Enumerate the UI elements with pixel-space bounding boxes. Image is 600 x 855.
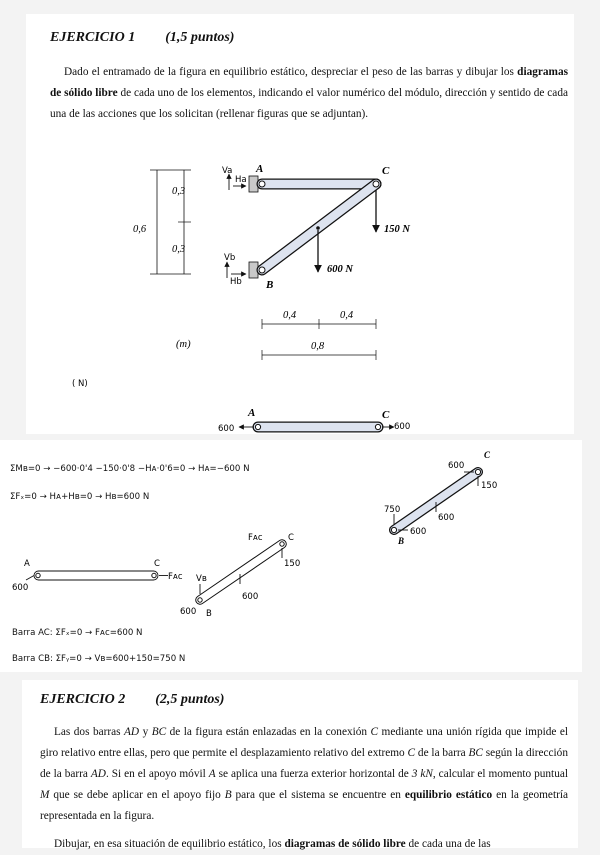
- fbd-bar-cb: [378, 446, 504, 546]
- reaction-hb-label: Hb: [230, 277, 242, 287]
- load-mid-label: 600 N: [327, 264, 353, 275]
- node-a-label: A: [256, 163, 264, 175]
- sketch-ac-node-c: C: [154, 559, 160, 569]
- fbd-cb-mid-force: 600: [438, 513, 455, 523]
- reaction-ha-label: Ha: [235, 175, 247, 185]
- sketch-cb-force: Fᴀᴄ: [248, 533, 263, 543]
- exercise-1-statement: Dado el entramado de la figura en equilibrio estático, despreciar el peso de las barras y dibujar los diagramas de sólido libre de cada uno de los elementos, indicando el valor numérico del módulo, dirección y sentido de cada una de las acciones que los solicitan (rellenar figuras que se adjuntan).: [50, 66, 568, 120]
- pin-c: [373, 181, 379, 187]
- exercise-1-heading: [50, 30, 234, 46]
- calc-moment: ΣMʙ=0 → −600·0'4 −150·0'8 −Hᴀ·0'6=0 → Hᴀ=−600 N: [10, 464, 250, 474]
- exercise-1-title: EJERCICIO 1: [50, 30, 136, 45]
- node-c-label: C: [382, 165, 390, 177]
- sketch-cb-node-c: C: [288, 533, 294, 543]
- sketch-cb-low: 600: [180, 607, 197, 617]
- dim-label-04-right: 0,4: [340, 310, 354, 321]
- midpoint: [316, 226, 320, 230]
- exercise-2-statement: Las dos barras AD y BC de la figura están enlazadas en la conexión C mediante una unión rígida que impide el giro relativo entre ellas, pero que permite el desplazamiento relativo del extremo C de la barra BC según la dirección de la barra AD. Si en el apoyo móvil A se aplica una fuerza exterior horizontal de 3 kN, calcular el momento puntual M que se debe aplicar en el apoyo fijo B para que el sistema se encuentre en equilibrio estático en la geometría representada en la figura.: [40, 726, 569, 822]
- exercise-1-points: (1,5 puntos): [165, 30, 235, 45]
- dim-label-04-left: 0,4: [283, 310, 297, 321]
- fbd-cb-low-force: 600: [410, 527, 427, 537]
- fbd-right-force: 600: [394, 422, 411, 432]
- sketch-bar-cb: [176, 530, 316, 626]
- result-bar-ac: Barra AC: ΣFₓ=0 → Fᴀᴄ=600 N: [12, 628, 143, 638]
- frame-figure: [26, 146, 574, 434]
- dim-label-03-bottom: 0,3: [172, 244, 186, 255]
- exercise-2-points: (2,5 puntos): [155, 692, 225, 707]
- reaction-va-label: Va: [222, 166, 233, 176]
- reaction-vb-label: Vb: [224, 253, 236, 263]
- exercise-2-continuation: Dibujar, en esa situación de equilibrio estático, los diagramas de sólido libre de cada una de las: [54, 838, 491, 850]
- exercise-2-title: EJERCICIO 2: [40, 692, 126, 707]
- sketch-ac-force: Fᴀᴄ: [168, 572, 183, 582]
- fbd-cb-left-force: 750: [384, 505, 401, 515]
- sketch-cb-mid: 600: [242, 592, 259, 602]
- sketch-ac-node-a: A: [24, 559, 30, 569]
- pin-b: [259, 267, 265, 273]
- sketch-ac-left: 600: [12, 583, 29, 593]
- fbd-cb-node: B: [398, 536, 405, 546]
- fbd-pin-c: [375, 424, 380, 429]
- exercise-2-panel: [22, 680, 578, 848]
- sketch-cb-vb: Vʙ: [196, 574, 207, 584]
- fbd-pin-a: [255, 424, 260, 429]
- sketch-bar-ac: [4, 556, 194, 604]
- node-b-label: B: [266, 279, 274, 291]
- sketch-cb-node: B: [206, 609, 212, 619]
- exercise-2-heading: [40, 692, 224, 708]
- fbd-cb-node-c: C: [484, 450, 491, 460]
- fbd-left-force: 600: [218, 424, 235, 434]
- dim-label-06: 0,6: [133, 224, 147, 235]
- result-bar-cb: Barra CB: ΣFᵧ=0 → Vʙ=600+150=750 N: [12, 654, 186, 664]
- fbd-cb-right-force: 150: [481, 481, 498, 491]
- fbd-cb-top-force: 600: [448, 461, 465, 471]
- exercise-1-panel: [26, 14, 574, 434]
- units-m: (m): [176, 339, 191, 350]
- dim-label-08: 0,8: [311, 341, 325, 352]
- fbd-node-c: C: [382, 409, 390, 421]
- sketch-cb-right: 150: [284, 559, 301, 569]
- load-c-label: 150 N: [384, 224, 410, 235]
- calc-horizontal: ΣFₓ=0 → Hᴀ+Hʙ=0 → Hʙ=600 N: [10, 492, 150, 502]
- pin-a: [259, 181, 265, 187]
- units-n: ( N): [72, 379, 88, 389]
- fbd-node-a: A: [248, 407, 256, 419]
- solution-panel: [0, 440, 582, 672]
- dim-label-03-top: 0,3: [172, 186, 186, 197]
